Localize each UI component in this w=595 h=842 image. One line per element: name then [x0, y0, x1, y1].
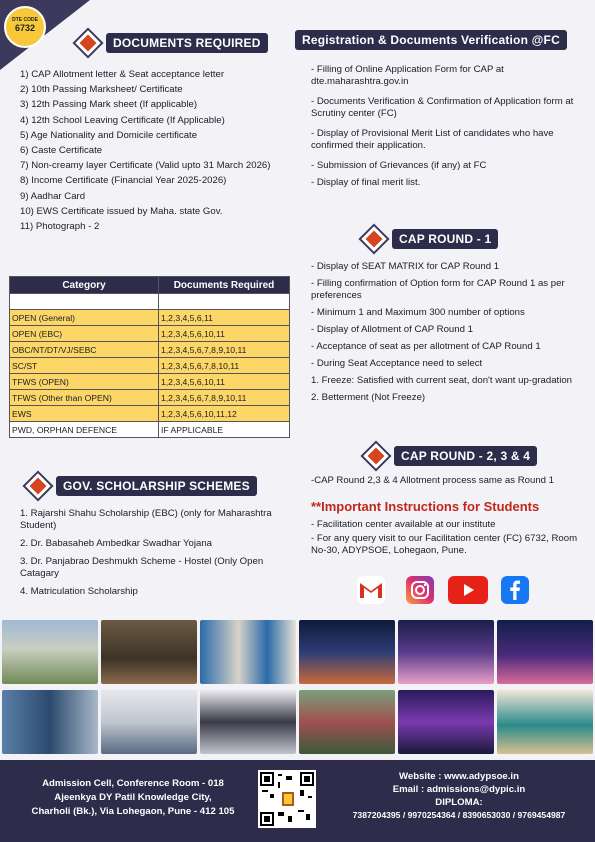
list-item: - For any query visit to our Facilitation center (FC) 6732, Room No-30, ADYPSOE, Lohegaon, Pune.	[311, 533, 578, 556]
diamond-bullet-icon	[30, 478, 47, 495]
table-cell: 1,2,3,4,5,6,7,8,9,10,11	[159, 342, 290, 358]
diamond-bullet-icon	[368, 448, 385, 465]
list-item: 4. Matriculation Scholarship	[20, 586, 138, 597]
table-cell: TFWS (Other than OPEN)	[10, 390, 159, 406]
table-cell: OBC/NT/DT/VJ/SEBC	[10, 342, 159, 358]
list-item: 2. Dr. Babasaheb Ambedkar Swadhar Yojana	[20, 538, 213, 549]
table-cell: TFWS (OPEN)	[10, 374, 159, 390]
facebook-icon[interactable]	[501, 576, 529, 604]
table-cell: OPEN (EBC)	[10, 326, 159, 342]
campus-photo	[2, 620, 98, 684]
diploma-label: DIPLOMA:	[435, 797, 483, 808]
table-cell: 1,2,3,4,5,6,7,8,9,10,11	[159, 390, 290, 406]
diamond-bullet-icon	[80, 35, 97, 52]
cap-round-1-title: CAP ROUND - 1	[392, 229, 498, 249]
table-row	[10, 422, 290, 438]
auditorium-photo	[101, 620, 197, 684]
gmail-icon[interactable]	[357, 576, 385, 604]
list-item: - Submission of Grievances (if any) at FC	[311, 160, 487, 171]
instagram-icon[interactable]	[406, 576, 434, 604]
campus-photo-row	[2, 620, 593, 684]
cap-round-1-heading	[368, 229, 498, 249]
table-row	[10, 294, 290, 310]
email-link[interactable]: Email : admissions@dypic.in	[392, 784, 526, 795]
table-row	[10, 358, 290, 374]
scholarship-heading	[32, 476, 257, 496]
list-item: - Acceptance of seat as per allotment of CAP Round 1	[311, 341, 541, 352]
list-item: - Filling of Online Application Form for CAP at dte.maharashtra.gov.in	[311, 64, 504, 87]
students-photo	[497, 690, 593, 754]
cap-round-2-3-4-note: -CAP Round 2,3 & 4 Allotment process same as Round 1	[311, 475, 554, 486]
table-cell: 1,2,3,4,5,6,7,8,10,11	[159, 358, 290, 374]
list-item: - Display of final merit list.	[311, 177, 421, 188]
list-item: 7) Non-creamy layer Certificate (Valid upto 31 March 2026)	[20, 160, 271, 172]
list-item: - Filling confirmation of Option form for CAP Round 1 as per preferences	[311, 278, 565, 301]
list-item: 9) Aadhar Card	[20, 190, 86, 202]
website-link[interactable]: Website : www.adypsoe.in	[399, 771, 519, 782]
list-item: 3) 12th Passing Mark sheet (If applicable)	[20, 99, 198, 111]
library-photo	[200, 620, 296, 684]
table-header: Category	[10, 277, 159, 294]
footer-address: Admission Cell, Conference Room - 018 Ajeenkya DY Patil Knowledge City, Charholi (Bk.), Via Lohegaon, Pune - 412 105	[31, 778, 235, 817]
computer-lab-photo	[200, 690, 296, 754]
table-cell: 1,2,3,4,5,6,10,11	[159, 326, 290, 342]
table-row	[10, 310, 290, 326]
list-item: 2) 10th Passing Marksheet/ Certificate	[20, 84, 183, 96]
table-header: Documents Required	[159, 277, 290, 294]
cap-round-1-list	[311, 261, 589, 409]
list-item: 11) Photograph - 2	[20, 220, 100, 232]
stage-photo	[497, 620, 593, 684]
list-item: 6) Caste Certificate	[20, 144, 103, 156]
performance-photo	[398, 690, 494, 754]
scholarship-list	[20, 508, 282, 601]
cap-round-2-3-4-heading	[370, 446, 537, 466]
list-item: 10) EWS Certificate issued by Maha. state Gov.	[20, 205, 223, 217]
outdoor-event-photo	[299, 690, 395, 754]
documents-list	[20, 69, 282, 236]
important-instructions-title: **Important Instructions for Students	[311, 499, 540, 514]
qr-code[interactable]	[258, 770, 316, 828]
list-item: 1) CAP Allotment letter & Seat acceptance letter	[20, 69, 225, 80]
scholarship-title: GOV. SCHOLARSHIP SCHEMES	[56, 476, 257, 496]
table-cell: IF APPLICABLE	[159, 422, 290, 438]
dte-code-badge: DTE CODE 6732	[4, 6, 46, 48]
youtube-icon[interactable]	[448, 576, 488, 604]
list-item: - Display of Allotment of CAP Round 1	[311, 324, 473, 335]
registration-title: Registration & Documents Verification @FC	[295, 30, 567, 50]
documents-title: DOCUMENTS REQUIRED	[106, 33, 268, 53]
registration-list	[311, 64, 589, 194]
registration-heading	[291, 30, 567, 50]
cap-round-2-3-4-title: CAP ROUND - 2, 3 & 4	[394, 446, 537, 466]
table-row	[10, 390, 290, 406]
list-item: - Display of SEAT MATRIX for CAP Round 1	[311, 261, 500, 272]
list-item: - Facilitation center available at our institute	[311, 519, 496, 530]
list-item: 1. Rajarshi Shahu Scholarship (EBC) (only for Maharashtra Student)	[20, 508, 272, 531]
phone-numbers: 7387204395 / 9970254364 / 8390653030 / 9769454987	[352, 810, 566, 820]
dance-photo	[398, 620, 494, 684]
table-row	[10, 406, 290, 422]
footer-contact	[330, 770, 588, 822]
campus-photo-row	[2, 690, 593, 754]
list-item: 5) Age Nationality and Domicile certificate	[20, 129, 198, 141]
list-item: - Display of Provisional Merit List of candidates who have confirmed their application.	[311, 128, 554, 151]
list-item: 8) Income Certificate (Financial Year 2025-2026)	[20, 175, 227, 187]
list-item: 3. Dr. Panjabrao Deshmukh Scheme - Hostel (Only Open Catagary	[20, 556, 264, 579]
instructions-list	[311, 519, 589, 562]
table-cell: 1,2,3,4,5,6,10,11,12	[159, 406, 290, 422]
lab-photo	[2, 690, 98, 754]
table-cell: 1,2,3,4,5,6,10,11	[159, 374, 290, 390]
list-item: 1. Freeze: Satisfied with current seat, don't want up-gradation	[311, 375, 573, 386]
footer	[0, 760, 595, 842]
table-cell: EWS	[10, 406, 159, 422]
documents-heading	[82, 33, 268, 53]
table-cell: PWD, ORPHAN DEFENCE	[10, 422, 159, 438]
list-item: 2. Betterment (Not Freeze)	[311, 392, 426, 403]
table-cell: SC/ST	[10, 358, 159, 374]
category-documents-table	[9, 276, 290, 438]
list-item: 4) 12th School Leaving Certificate (If Applicable)	[20, 114, 225, 126]
list-item: - Minimum 1 and Maximum 300 number of options	[311, 307, 525, 318]
table-row	[10, 342, 290, 358]
table-cell: 1,2,3,4,5,6,11	[159, 310, 290, 326]
list-item: - During Seat Acceptance need to select	[311, 358, 483, 369]
diamond-bullet-icon	[366, 231, 383, 248]
table-row	[10, 326, 290, 342]
lab-photo	[101, 690, 197, 754]
list-item: - Documents Verification & Confirmation of Application form at Scrutiny center (FC)	[311, 96, 574, 119]
table-cell: OPEN (General)	[10, 310, 159, 326]
event-photo	[299, 620, 395, 684]
table-row	[10, 374, 290, 390]
